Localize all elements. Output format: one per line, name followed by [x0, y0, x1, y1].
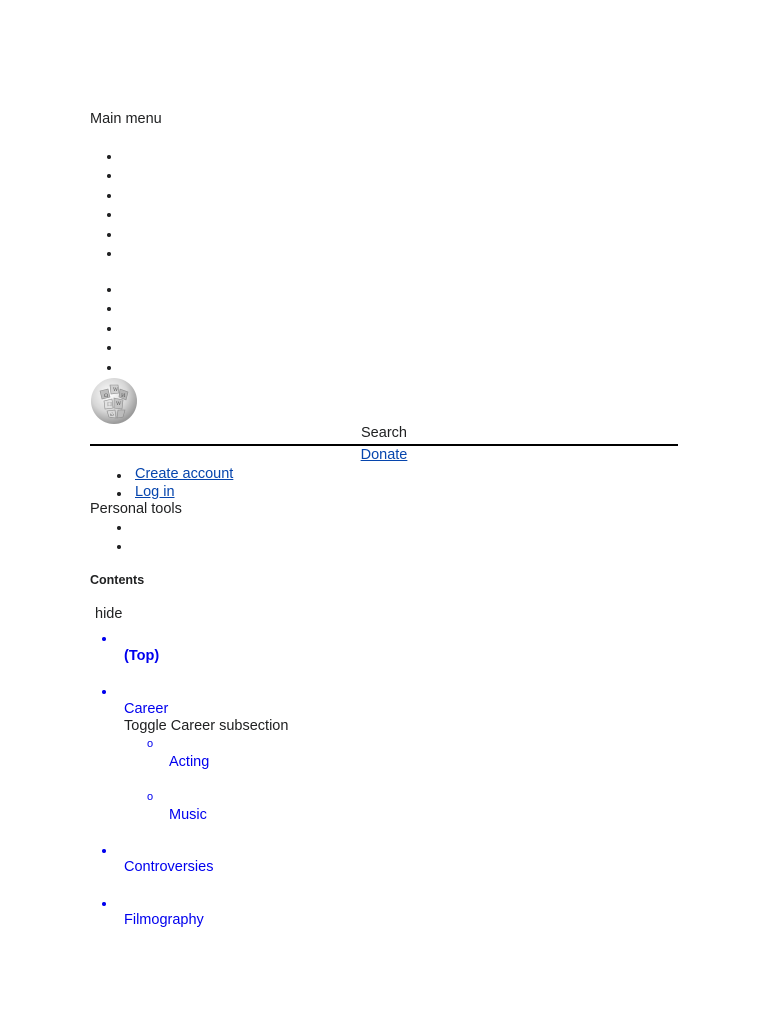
toc-title: Contents [90, 573, 145, 587]
svg-text:И: И [121, 393, 126, 399]
toggle-career-subsection-button[interactable]: Toggle Career subsection [124, 718, 289, 734]
toc-bullet [102, 637, 106, 641]
toc-bullet [102, 849, 106, 853]
donate-link-container [0, 447, 768, 463]
toc-item-acting[interactable]: Acting [169, 754, 210, 770]
svg-text:口: 口 [107, 402, 113, 408]
list-item [107, 174, 111, 178]
toc-item-career[interactable]: Career [124, 701, 169, 717]
list-item [107, 346, 111, 350]
toc-item-music[interactable]: Music [169, 807, 207, 823]
toc-hide-button[interactable]: hide [95, 606, 123, 622]
search-input-underline [90, 444, 678, 446]
list-item [107, 327, 111, 331]
log-in-link[interactable]: Log in [135, 484, 175, 500]
toc-item-top[interactable]: (Top) [124, 648, 160, 664]
svg-text:W: W [113, 387, 119, 393]
list-item [107, 252, 111, 256]
wikipedia-globe-icon[interactable] [90, 377, 138, 425]
list-item-bullet [117, 492, 121, 496]
svg-text:Ω: Ω [104, 393, 109, 399]
list-item-bullet [117, 526, 121, 530]
list-item [107, 233, 111, 237]
list-item [107, 213, 111, 217]
toc-bullet [102, 690, 106, 694]
list-item [107, 307, 111, 311]
svg-text:ώ: ώ [110, 413, 114, 418]
toc-item-filmography[interactable]: Filmography [124, 912, 204, 928]
create-account-link[interactable]: Create account [135, 466, 234, 482]
toc-item-controversies[interactable]: Controversies [124, 859, 214, 875]
list-item-bullet [117, 545, 121, 549]
donate-link[interactable]: Donate [360, 447, 408, 463]
toc-bullet [102, 902, 106, 906]
list-item [107, 366, 111, 370]
search-button[interactable]: Search [361, 425, 407, 441]
main-menu-label[interactable]: Main menu [90, 111, 162, 127]
svg-text:W: W [116, 401, 122, 407]
toc-sub-bullet: o [147, 738, 154, 750]
list-item-bullet [117, 474, 121, 478]
list-item [107, 194, 111, 198]
toc-sub-bullet: o [147, 791, 154, 803]
list-item [107, 155, 111, 159]
list-item [107, 288, 111, 292]
personal-tools-label[interactable]: Personal tools [90, 501, 182, 517]
